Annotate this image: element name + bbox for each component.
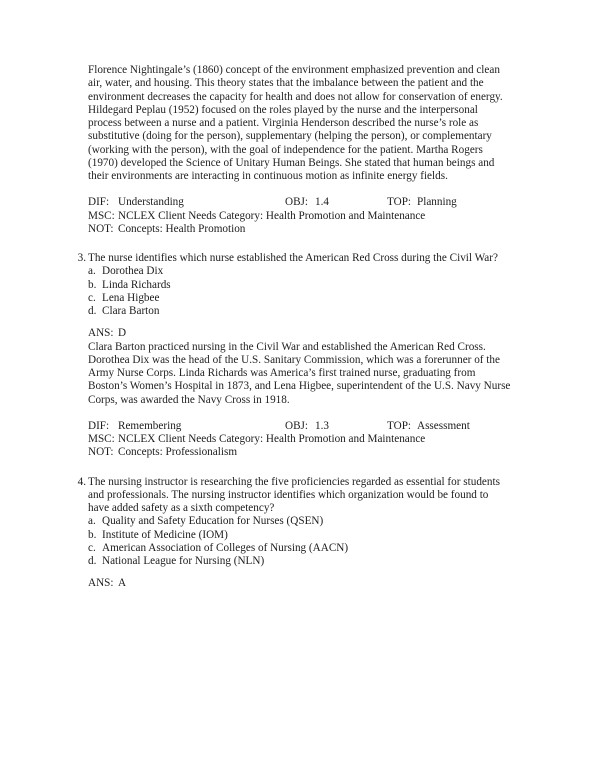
metadata-dif-q3 <box>88 420 181 433</box>
metadata-dif-key: DIF: <box>88 419 110 432</box>
spacer <box>70 568 512 577</box>
metadata-obj-top <box>285 196 329 209</box>
option-label: b. <box>88 528 97 541</box>
option-label: b. <box>88 278 97 291</box>
metadata-dif-value: Understanding <box>118 196 184 209</box>
question-3-stem: The nurse identifies which nurse established the American Red Cross during the Civil War? <box>88 252 498 264</box>
metadata-top-value: Assessment <box>417 419 470 432</box>
metadata-msc-key: MSC: <box>88 433 115 445</box>
metadata-block-question-3 <box>88 420 512 460</box>
answer-key-value: A <box>118 577 127 590</box>
question-4-option-c[interactable] <box>88 542 512 555</box>
question-4-option-b[interactable] <box>88 529 512 542</box>
question-3-options <box>88 265 512 318</box>
option-text: Linda Richards <box>102 278 171 291</box>
question-4 <box>70 476 512 516</box>
spacer <box>70 407 512 420</box>
metadata-not-top <box>88 223 245 236</box>
spacer <box>70 318 512 327</box>
question-3-option-a[interactable] <box>88 265 512 278</box>
metadata-not-key: NOT: <box>88 446 114 459</box>
question-3 <box>70 252 512 265</box>
spacer <box>70 460 512 476</box>
metadata-row-not-top <box>88 223 512 236</box>
option-label: d. <box>88 555 97 567</box>
metadata-top-q3 <box>387 420 470 433</box>
metadata-msc-top <box>88 210 425 223</box>
metadata-not-value: Concepts: Professionalism <box>118 446 238 459</box>
metadata-obj-value: 1.4 <box>315 196 329 209</box>
metadata-top-key: TOP: <box>387 196 412 209</box>
metadata-msc-key: MSC: <box>88 209 115 222</box>
option-text: Dorothea Dix <box>102 265 164 278</box>
answer-key-label: ANS: <box>88 577 114 590</box>
metadata-row-not-q3 <box>88 446 512 459</box>
spacer <box>70 236 512 252</box>
answer-key-value: D <box>118 327 127 340</box>
metadata-top-value: Planning <box>417 196 457 209</box>
option-text: Clara Barton <box>102 305 160 317</box>
metadata-top-top <box>387 196 457 209</box>
metadata-row-msc-top <box>88 210 512 223</box>
question-4-options <box>88 515 512 568</box>
metadata-obj-key: OBJ: <box>285 196 309 209</box>
metadata-dif-top <box>88 196 184 209</box>
metadata-not-q3 <box>88 446 237 459</box>
metadata-dif-key: DIF: <box>88 196 110 209</box>
question-3-option-d[interactable] <box>88 305 512 318</box>
question-4-option-a[interactable] <box>88 515 512 528</box>
question-4-option-d[interactable] <box>88 555 512 568</box>
option-label: c. <box>88 541 96 554</box>
metadata-not-key: NOT: <box>88 222 114 235</box>
option-text: National League for Nursing (NLN) <box>102 555 265 567</box>
option-text: American Association of Colleges of Nursing (AACN) <box>102 541 349 554</box>
option-text: Lena Higbee <box>102 291 160 304</box>
metadata-dif-value: Remembering <box>118 419 182 432</box>
option-label: d. <box>88 305 97 317</box>
spacer <box>70 183 512 196</box>
metadata-row-msc-q3 <box>88 433 512 446</box>
metadata-msc-q3 <box>88 433 425 446</box>
option-label: a. <box>88 515 96 528</box>
metadata-row-dif-obj-top <box>88 196 512 209</box>
metadata-row-dif-obj-q3 <box>88 420 512 433</box>
option-text: Institute of Medicine (IOM) <box>102 528 228 541</box>
question-3-option-c[interactable] <box>88 292 512 305</box>
metadata-top-key: TOP: <box>387 419 412 432</box>
question-3-answer <box>88 327 512 340</box>
option-text: Quality and Safety Education for Nurses (QSEN) <box>102 515 324 528</box>
page-content <box>70 64 512 591</box>
question-3-option-b[interactable] <box>88 279 512 292</box>
question-4-stem: The nursing instructor is researching the five proficiencies regarded as essential for students and professionals. The nursing instructor identifies which organization would be found to have added safety as a sixth competency? <box>88 475 500 514</box>
metadata-obj-value: 1.3 <box>315 419 329 432</box>
answer-key-label: ANS: <box>88 327 114 340</box>
metadata-msc-value: NCLEX Client Needs Category: Health Promotion and Maintenance <box>118 433 426 445</box>
rationale-paragraph-top: Florence Nightingale’s (1860) concept of the environment emphasized prevention and clean air, water, and housing. This theory states that the imbalance between the patient and the environment decreases the capacity for health and does not allow for conservation of energy. Hildegard Peplau (1952) focused on the roles played by the nurse and the interpersonal process between a nurse and a patient. Virginia Henderson described the nurse’s role as substitutive (doing for the person), supplementary (helping the person), or complementary (working with the person), with the goal of independence for the patient. Martha Rogers (1970) developed the Science of Unitary Human Beings. She stated that human beings and their environments are interacting in continuous motion as infinite energy fields. <box>88 64 503 182</box>
option-label: c. <box>88 291 96 304</box>
metadata-msc-value: NCLEX Client Needs Category: Health Promotion and Maintenance <box>118 209 426 222</box>
metadata-not-value: Concepts: Health Promotion <box>118 222 246 235</box>
question-3-number: 3. <box>77 252 86 264</box>
option-label: a. <box>88 265 96 278</box>
metadata-obj-q3 <box>285 420 329 433</box>
question-4-number: 4. <box>77 475 86 488</box>
question-4-answer <box>88 577 512 590</box>
metadata-block-top <box>88 196 512 236</box>
metadata-obj-key: OBJ: <box>285 419 309 432</box>
question-3-rationale: Clara Barton practiced nursing in the Civil War and established the American Red Cross. Dorothea Dix was the head of the U.S. Sanitary Commission, which was a forerunner of the Army Nurse Corps. Linda Richards was America’s first trained nurse, graduating from Boston’s Women’s Hospital in 1873, and Lena Higbee, superintendent of the U.S. Navy Nurse Corps, was awarded the Navy Cross in 1918. <box>88 340 511 406</box>
